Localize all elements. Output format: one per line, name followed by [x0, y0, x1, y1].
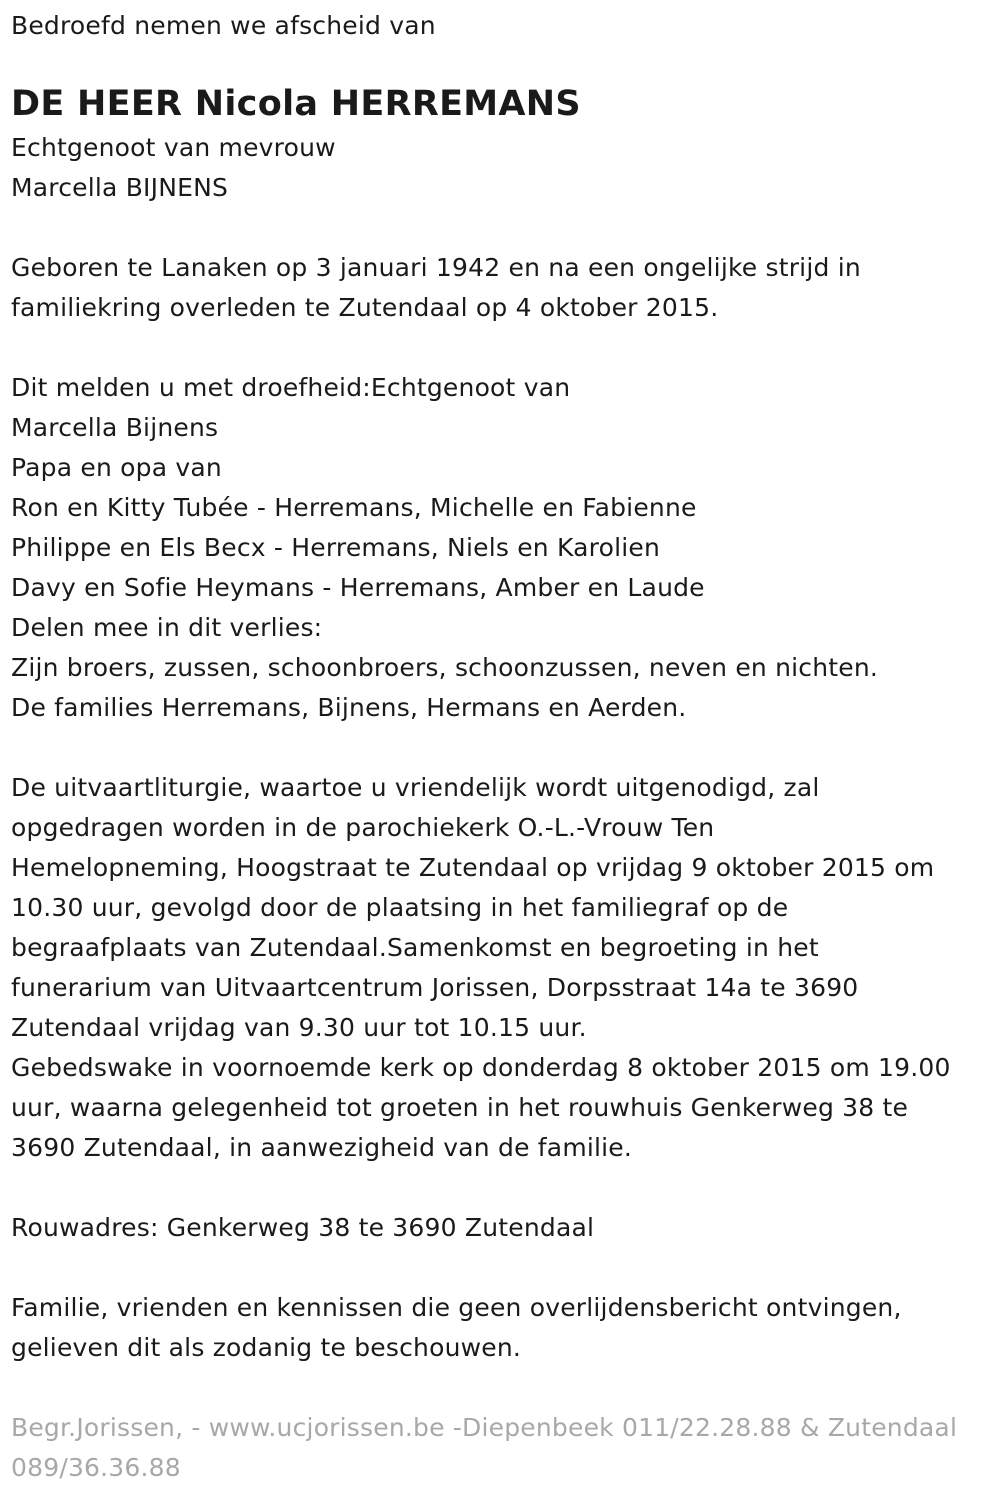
paragraph-line: Zutendaal vrijdag van 9.30 uur tot 10.15 uur. — [11, 1013, 587, 1042]
paragraph-line: Papa en opa van — [11, 453, 222, 482]
paragraph-line: Hemelopneming, Hoogstraat te Zutendaal op vrijdag 9 oktober 2015 om — [11, 853, 935, 882]
paragraph-line: Dit melden u met droefheid:Echtgenoot van — [11, 373, 571, 402]
birth-death-paragraph — [11, 248, 991, 328]
mourning-address: Rouwadres: Genkerweg 38 te 3690 Zutendaal — [11, 1213, 595, 1242]
paragraph-line: familiekring overleden te Zutendaal op 4 oktober 2015. — [11, 293, 719, 322]
spouse-line: Marcella BIJNENS — [11, 173, 229, 202]
paragraph-line: De families Herremans, Bijnens, Hermans en Aerden. — [11, 693, 687, 722]
paragraph-line: Familie, vrienden en kennissen die geen overlijdensbericht ontvingen, — [11, 1293, 902, 1322]
paragraph-line: funerarium van Uitvaartcentrum Jorissen, Dorpsstraat 14a te 3690 — [11, 973, 859, 1002]
paragraph-line: uur, waarna gelegenheid tot groeten in het rouwhuis Genkerweg 38 te — [11, 1093, 909, 1122]
funeral-paragraph — [11, 768, 991, 1168]
paragraph-line: begraafplaats van Zutendaal.Samenkomst en begroeting in het — [11, 933, 819, 962]
paragraph-line: Geboren te Lanaken op 3 januari 1942 en na een ongelijke strijd in — [11, 253, 861, 282]
address-paragraph — [11, 1208, 991, 1248]
paragraph-line: Gebedswake in voornoemde kerk op donderdag 8 oktober 2015 om 19.00 — [11, 1053, 951, 1082]
paragraph-line: Davy en Sofie Heymans - Herremans, Amber en Laude — [11, 573, 705, 602]
intro-text: Bedroefd nemen we afscheid van — [11, 11, 436, 40]
spouse-block — [11, 128, 991, 208]
footer-credits — [11, 1408, 991, 1488]
deceased-name: DE HEER Nicola HERREMANS — [11, 84, 581, 124]
footer-line: 089/36.36.88 — [11, 1453, 181, 1482]
paragraph-line: Delen mee in dit verlies: — [11, 613, 323, 642]
obituary-notice — [11, 6, 991, 1488]
footer-line: Begr.Jorissen, - www.ucjorissen.be -Diepenbeek 011/22.28.88 & Zutendaal — [11, 1413, 958, 1442]
paragraph-line: Philippe en Els Becx - Herremans, Niels en Karolien — [11, 533, 660, 562]
paragraph-line: Marcella Bijnens — [11, 413, 219, 442]
paragraph-line: opgedragen worden in de parochiekerk O.-L.-Vrouw Ten — [11, 813, 715, 842]
family-paragraph — [11, 368, 991, 728]
paragraph-line: 3690 Zutendaal, in aanwezigheid van de familie. — [11, 1133, 633, 1162]
paragraph-line: 10.30 uur, gevolgd door de plaatsing in het familiegraf op de — [11, 893, 789, 922]
spouse-line: Echtgenoot van mevrouw — [11, 133, 336, 162]
closing-paragraph — [11, 1288, 991, 1368]
paragraph-line: De uitvaartliturgie, waartoe u vriendelijk wordt uitgenodigd, zal — [11, 773, 820, 802]
paragraph-line: Zijn broers, zussen, schoonbroers, schoonzussen, neven en nichten. — [11, 653, 879, 682]
paragraph-line: gelieven dit als zodanig te beschouwen. — [11, 1333, 522, 1362]
paragraph-line: Ron en Kitty Tubée - Herremans, Michelle en Fabienne — [11, 493, 697, 522]
